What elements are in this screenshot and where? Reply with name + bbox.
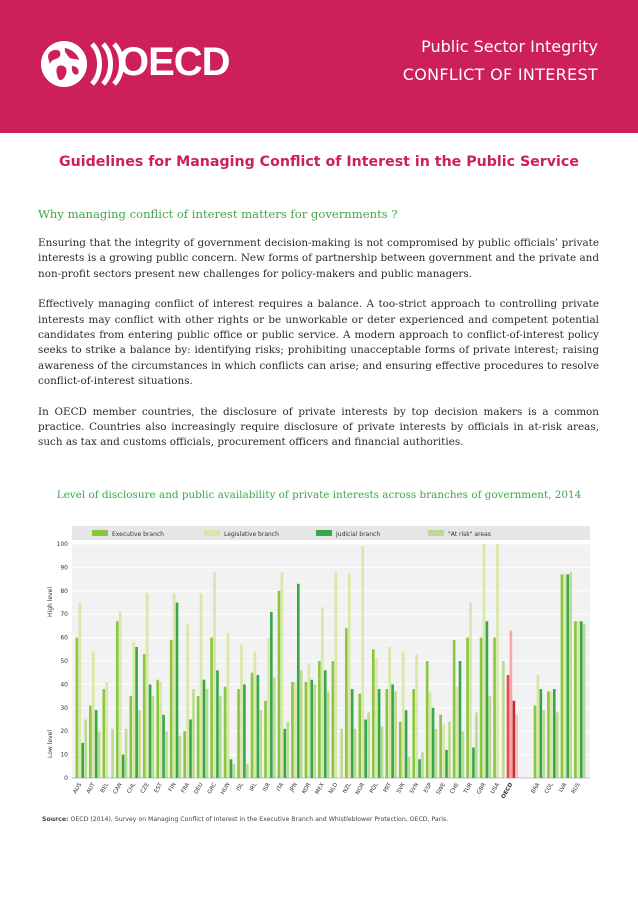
bar-CHE-2 [459, 661, 462, 778]
bar-BEL-0 [102, 689, 105, 778]
bar-BRA-1 [537, 675, 540, 778]
x-tick-label-LVA: LVA [558, 782, 569, 794]
bar-SVN-3 [421, 752, 424, 778]
bar-ITA-1 [281, 572, 284, 778]
bar-MEX-2 [324, 670, 327, 778]
bar-RUS-0 [574, 621, 577, 778]
x-tick-label-POL: POL [369, 782, 380, 795]
x-tick-label-JPN: JPN [289, 782, 299, 793]
x-tick-label-CAN: CAN [112, 782, 124, 796]
bar-POL-0 [372, 649, 375, 778]
x-tick-label-CZE: CZE [139, 782, 151, 795]
bar-FIN-3 [179, 736, 182, 778]
bar-NOR-1 [361, 546, 364, 778]
bar-TUR-2 [472, 748, 475, 778]
bar-CHE-0 [453, 640, 456, 778]
legend-label-2: Judicial branch [336, 531, 381, 538]
bar-RUS-3 [583, 624, 586, 778]
x-tick-label-ISR: ISR [262, 782, 272, 793]
bar-SWE-2 [445, 750, 448, 778]
legend-swatch-0 [92, 530, 108, 536]
bar-BRA-0 [534, 705, 537, 778]
paragraph-1: Ensuring that the integrity of government decision-making is not compromised by public officials’ private interests is a growing public concern. New forms of partnership between government and the private and non-profit sectors present new challenges for policy-makers and public managers. [38, 237, 599, 280]
bar-LVA-0 [561, 574, 564, 778]
bar-LVA-3 [569, 572, 572, 778]
bar-KOR-1 [308, 663, 311, 778]
y-tick-label-80: 80 [60, 587, 68, 595]
bar-BEL-3 [111, 729, 114, 778]
bar-KOR-0 [305, 682, 308, 778]
bar-SWE-3 [448, 722, 451, 778]
bar-AUS-0 [76, 638, 79, 778]
y-tick-label-90: 90 [60, 564, 68, 572]
bar-RUS-2 [580, 621, 583, 778]
source-label: Source: [42, 816, 69, 823]
x-tick-label-SVK: SVK [395, 782, 407, 795]
bar-AUT-0 [89, 705, 92, 778]
bar-NZL-0 [345, 628, 348, 778]
bar-POL-1 [375, 659, 378, 778]
series-title-line1: Public Sector Integrity [421, 37, 598, 56]
x-tick-label-MEX: MEX [314, 782, 326, 796]
y-tick-label-70: 70 [60, 611, 68, 619]
bar-PRT-1 [388, 647, 391, 778]
bar-CHE-1 [456, 687, 459, 778]
legend-label-3: "At risk" areas [448, 531, 491, 538]
y-tick-label-100: 100 [56, 541, 68, 548]
bar-OECD-1 [510, 631, 513, 778]
x-tick-label-HUN: HUN [220, 782, 232, 796]
bar-LVA-1 [564, 574, 567, 778]
bar-ISR-1 [267, 638, 270, 778]
header-banner [0, 0, 638, 133]
document-title: Guidelines for Managing Conflict of Interest in the Public Service [59, 154, 579, 170]
bar-GBR-2 [486, 621, 489, 778]
bar-FRA-0 [183, 731, 186, 778]
x-tick-label-RUS: RUS [570, 782, 582, 795]
bar-TUR-0 [466, 638, 469, 778]
bar-IRL-1 [254, 652, 257, 778]
x-tick-label-NLD: NLD [328, 782, 340, 796]
bar-ISL-3 [246, 764, 249, 778]
bar-NOR-2 [364, 720, 367, 779]
x-tick-label-PRT: PRT [382, 782, 394, 794]
bar-SVN-0 [412, 689, 415, 778]
legend-swatch-3 [428, 530, 444, 536]
x-tick-label-SVN: SVN [409, 782, 421, 796]
bar-AUT-2 [95, 710, 98, 778]
body-text [38, 236, 599, 466]
bar-FIN-1 [173, 593, 176, 778]
y-tick-label-60: 60 [60, 634, 68, 642]
bar-PRT-0 [385, 689, 388, 778]
bar-KOR-3 [313, 684, 316, 778]
bar-CZE-2 [149, 684, 152, 778]
x-tick-label-GBR: GBR [476, 782, 488, 796]
bar-JPN-0 [291, 682, 294, 778]
bar-SVN-2 [418, 759, 421, 778]
bar-AUS-2 [81, 743, 84, 778]
bar-GBR-3 [489, 696, 492, 778]
bar-SWE-0 [439, 715, 442, 778]
source-text: OECD (2014), Survey on Managing Conflict of Interest in the Executive Branch and Whistleblower Protection, OECD, Paris. [70, 816, 449, 823]
x-tick-label-NZL: NZL [342, 782, 353, 795]
bar-NLD-1 [334, 572, 337, 778]
x-tick-label-CHL: CHL [126, 782, 138, 795]
bar-SVK-1 [402, 652, 405, 778]
x-tick-label-EST: EST [153, 782, 165, 795]
x-tick-label-GRC: GRC [206, 782, 219, 796]
x-tick-label-SWE: SWE [435, 782, 448, 796]
bar-ISL-1 [240, 645, 243, 778]
x-tick-label-BEL: BEL [99, 782, 111, 795]
bar-DEU-2 [203, 680, 206, 778]
bar-FIN-2 [176, 603, 179, 779]
y-label-high: High level [47, 587, 54, 617]
y-tick-label-30: 30 [60, 704, 68, 712]
bar-DEU-0 [197, 696, 200, 778]
x-tick-label-KOR: KOR [301, 782, 313, 796]
bar-AUT-1 [92, 652, 95, 778]
y-tick-label-50: 50 [60, 658, 68, 665]
bar-RUS-1 [577, 621, 580, 778]
bar-FIN-0 [170, 640, 173, 778]
bar-NZL-2 [351, 689, 354, 778]
bar-PRT-2 [391, 684, 394, 778]
bar-POL-2 [378, 689, 381, 778]
bar-ESP-1 [429, 691, 432, 778]
bar-BRA-2 [540, 689, 543, 778]
bar-NLD-0 [332, 661, 335, 778]
x-tick-label-TUR: TUR [463, 782, 475, 795]
bar-CZE-0 [143, 654, 146, 778]
x-tick-label-NOR: NOR [354, 782, 367, 796]
bar-HUN-0 [224, 687, 227, 778]
bar-AUS-3 [84, 720, 87, 779]
bar-SVN-1 [415, 654, 418, 778]
bar-TUR-3 [475, 712, 478, 778]
bar-JPN-1 [294, 682, 297, 778]
bar-NOR-3 [367, 712, 370, 778]
x-tick-label-USA: USA [490, 782, 502, 796]
bar-OECD-2 [513, 701, 516, 778]
x-tick-label-COL: COL [543, 782, 555, 795]
bar-AUT-3 [98, 731, 101, 778]
bar-ESP-2 [432, 708, 435, 778]
bar-GRC-3 [219, 696, 222, 778]
bar-CZE-3 [152, 696, 155, 778]
bar-ITA-0 [278, 591, 281, 778]
legend-swatch-2 [316, 530, 332, 536]
y-tick-label-20: 20 [60, 728, 68, 736]
bar-OECD-0 [507, 675, 510, 778]
bar-JPN-3 [300, 670, 303, 778]
bar-COL-3 [556, 712, 559, 778]
bar-CHL-3 [138, 710, 141, 778]
bar-PRT-3 [394, 691, 397, 778]
bar-GRC-2 [216, 670, 219, 778]
legend-label-0: Executive branch [112, 531, 164, 538]
source-note [42, 816, 448, 823]
bar-POL-3 [381, 727, 384, 778]
bar-FRA-1 [186, 624, 189, 778]
bar-ESP-3 [435, 729, 438, 778]
bar-IRL-2 [257, 675, 260, 778]
bar-BRA-3 [542, 710, 545, 778]
y-tick-label-0: 0 [64, 775, 68, 782]
bar-OECD-3 [515, 715, 518, 778]
bar-CHL-0 [129, 696, 132, 778]
bar-IRL-0 [251, 673, 254, 778]
series-title-line2: CONFLICT OF INTEREST [402, 65, 598, 84]
bar-FRA-2 [189, 720, 192, 779]
bar-CZE-1 [146, 593, 149, 778]
bar-USA-1 [496, 544, 499, 778]
x-tick-label-ISL: ISL [235, 782, 246, 793]
chart-title: Level of disclosure and public availability of private interests across branches of government, 2014 [56, 489, 582, 501]
series-title [403, 37, 598, 85]
x-tick-label-BRA: BRA [530, 782, 542, 795]
bar-BEL-1 [105, 682, 108, 778]
bar-CAN-3 [125, 729, 128, 778]
bar-SVK-2 [405, 710, 408, 778]
bar-CHE-3 [462, 731, 465, 778]
bar-SVK-0 [399, 722, 402, 778]
bar-FRA-3 [192, 689, 195, 778]
bar-MEX-1 [321, 607, 324, 778]
bar-EST-0 [156, 680, 159, 778]
bar-ITA-2 [284, 729, 287, 778]
bar-GRC-1 [213, 572, 216, 778]
x-tick-label-DEU: DEU [193, 782, 205, 796]
bar-ISR-0 [264, 701, 267, 778]
bar-GBR-0 [480, 638, 483, 778]
bar-GBR-1 [483, 544, 486, 778]
bar-MEX-3 [327, 691, 330, 778]
paragraph-2: Effectively managing conflict of interest requires a balance. A too-strict approach to controlling private interests may conflict with other rights or be unworkable or deter experienced and competent potential candidates from entering public office or public service. A modern approach to conflict-of-interest policy seeks to strike a balance by: identifying risks; prohibiting unacceptable forms of private interest; raising awareness of the circumstances in which conflicts can arise; and ensuring effective procedures to resolve conflict-of-interest situations. [38, 298, 599, 388]
legend-label-1: Legislative branch [224, 531, 279, 538]
bar-AUS-1 [78, 603, 81, 779]
bar-ITA-3 [286, 722, 289, 778]
y-tick-label-40: 40 [60, 681, 68, 689]
bar-CAN-2 [122, 755, 125, 778]
bar-HUN-1 [227, 633, 230, 778]
bar-HUN-3 [233, 764, 236, 778]
x-tick-label-ITA: ITA [276, 782, 286, 793]
bar-KOR-2 [310, 680, 313, 778]
legend-swatch-1 [204, 530, 220, 536]
bar-GRC-0 [210, 638, 213, 778]
bar-ESP-0 [426, 661, 429, 778]
x-tick-label-IRL: IRL [248, 782, 259, 793]
bar-LVA-2 [566, 574, 569, 778]
bar-USA-3 [502, 661, 505, 778]
section-heading: Why managing conflict of interest matters for governments ? [38, 207, 398, 221]
bar-IRL-3 [259, 710, 262, 778]
bar-NLD-3 [340, 729, 343, 778]
bar-ISR-2 [270, 612, 273, 778]
logo-wordmark: OECD [118, 40, 230, 84]
x-tick-label-AUS: AUS [72, 782, 84, 795]
bar-CAN-0 [116, 621, 119, 778]
bar-NZL-1 [348, 574, 351, 778]
bar-TUR-1 [469, 603, 472, 779]
bar-ISR-3 [273, 677, 276, 778]
x-tick-label-ESP: ESP [423, 782, 434, 795]
paragraph-3: In OECD member countries, the disclosure of private interests by top decision makers is a common practice. Countries also increasingly require disclosure of private interests by officials in at-risk areas, such as tax and customs officials, procurement officers and financial authorities. [38, 405, 599, 449]
bar-MEX-0 [318, 661, 321, 778]
x-tick-label-AUT: AUT [85, 782, 97, 795]
bar-ISL-0 [237, 689, 240, 778]
bar-CHL-1 [132, 642, 135, 778]
bar-DEU-3 [206, 689, 209, 778]
bar-NOR-0 [358, 694, 361, 778]
bar-SWE-1 [442, 724, 445, 778]
bar-CHL-2 [135, 647, 138, 778]
x-tick-label-OECD: OECD [500, 782, 515, 801]
bar-COL-0 [547, 691, 550, 778]
x-tick-label-FIN: FIN [167, 782, 178, 793]
bar-COL-1 [550, 691, 553, 778]
bar-EST-2 [162, 715, 165, 778]
bar-CAN-1 [119, 612, 122, 778]
bar-HUN-2 [230, 759, 233, 778]
y-tick-label-10: 10 [60, 751, 68, 759]
bar-COL-2 [553, 689, 556, 778]
bar-ISL-2 [243, 684, 246, 778]
bar-NZL-3 [354, 729, 357, 778]
bar-DEU-1 [200, 593, 203, 778]
x-tick-label-FRA: FRA [180, 782, 192, 795]
bar-SVK-3 [408, 757, 411, 778]
bar-JPN-2 [297, 584, 300, 778]
x-tick-label-CHE: CHE [449, 782, 461, 796]
bar-USA-0 [493, 638, 496, 778]
bar-EST-3 [165, 731, 168, 778]
bar-EST-1 [159, 682, 162, 778]
y-label-low: Low level [47, 730, 54, 758]
disclosure-bar-chart [38, 522, 600, 812]
